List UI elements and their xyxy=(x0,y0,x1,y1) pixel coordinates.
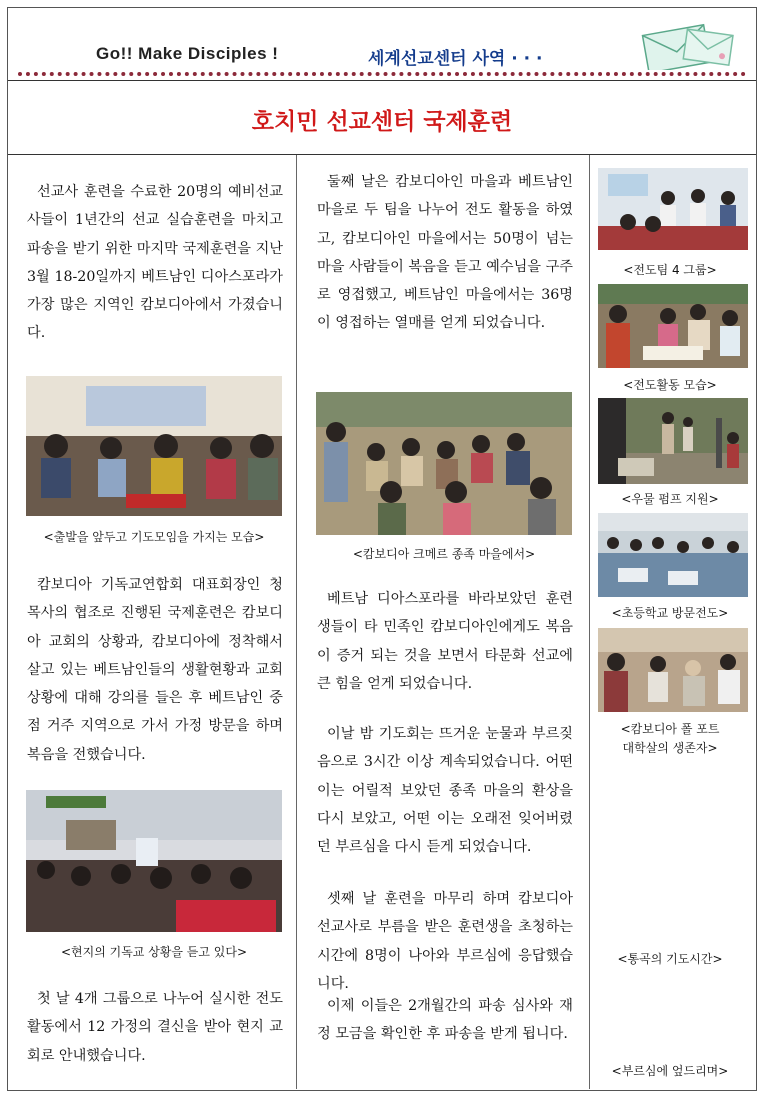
col2-paragraph-2: 베트남 디아스포라를 바라보았던 훈련생들이 타 민족인 캄보디아인에게도 복음이 증거 되는 것을 보면서 타문화 선교에 큰 힘을 얻게 되었습니다. xyxy=(317,591,573,692)
page-title: 호치민 선교센터 국제훈련 xyxy=(251,109,513,135)
photo-school-visit xyxy=(598,513,748,597)
sidebar-caption: <초등학교 방문전도> xyxy=(611,606,729,620)
column-divider xyxy=(296,155,297,1089)
photo-prayer-meeting xyxy=(26,376,282,516)
header-section-title: 세계선교센터 사역 · · · xyxy=(368,49,543,69)
sidebar-caption: <통곡의 기도시간> xyxy=(617,952,723,966)
photo-lecture xyxy=(26,790,282,932)
photo-team-groups xyxy=(598,168,748,250)
photo-caption: <캄보디아 크메르 종족 마을에서> xyxy=(352,547,536,561)
column-divider xyxy=(589,155,590,1089)
decorative-dotted-line xyxy=(18,72,746,76)
photo-khmer-village xyxy=(316,392,572,535)
photo-well-pump xyxy=(598,398,748,484)
col1-paragraph-2: 캄보디아 기독교연합회 대표회장인 청 목사의 협조로 진행된 국제훈련은 캄보디아 교회의 상황과, 캄보디아에 정착해서 살고 있는 베트남인들의 생활현황과 교회 상황에 대해 강의를 들은 후 베트남인 중점 거주 지역으로 가서 가정 방문을 하며 복음을 전했습니다. xyxy=(27,577,283,763)
col2-paragraph-4: 셋째 날 훈련을 마무리 하며 캄보디아 선교사로 부름을 받은 훈련생을 초청하는 시간에 8명이 나아와 부르심에 응답했습니다. xyxy=(317,891,573,992)
title-box xyxy=(8,81,756,155)
sidebar-caption: 대학살의 생존자> xyxy=(622,741,718,755)
col1-paragraph-1: 선교사 훈련을 수료한 20명의 예비선교사들이 1년간의 선교 실습훈련을 마치고 파송을 받기 위한 마지막 국제훈련을 지난 3월 18-20일까지 베트남인 디아스포라가 가장 많은 지역인 캄보디아에서 가졌습니다. xyxy=(27,184,283,342)
header-slogan: Go!! Make Disciples ! xyxy=(96,44,279,63)
sidebar-caption: <우물 펌프 지원> xyxy=(621,492,719,506)
col2-paragraph-5: 이제 이들은 2개월간의 파송 심사와 재정 모금을 확인한 후 파송을 받게 됩니다. xyxy=(317,998,573,1043)
photo-caption: <출발을 앞두고 기도모임을 가지는 모습> xyxy=(43,530,265,544)
photo-evangelism xyxy=(598,284,748,368)
col2-paragraph-1: 둘째 날은 캄보디아인 마을과 베트남인 마을로 두 팀을 나누어 전도 활동을 하였고, 캄보디아인 마을에서는 50명이 넘는 마을 사람들이 복음을 듣고 예수님을 구주로 영접했고, 베트남인 마을에서는 36명이 영접하는 열매를 얻게 되었습니다. xyxy=(317,174,573,332)
sidebar-caption: <캄보디아 폴 포트 xyxy=(620,722,720,736)
photo-caption: <현지의 기독교 상황을 듣고 있다> xyxy=(60,945,248,959)
col2-paragraph-3: 이날 밤 기도회는 뜨거운 눈물과 부르짖음으로 3시간 이상 계속되었습니다. 어떤 이는 어릴적 보았던 종족 마을의 환상을 다시 보았고, 어떤 이는 오래전 잊어버렸던 부르심을 다시 듣게 되었습니다. xyxy=(317,726,573,856)
sidebar-caption: <전도팀 4 그룹> xyxy=(623,263,717,277)
envelope-icon xyxy=(637,22,737,70)
sidebar-caption: <전도활동 모습> xyxy=(623,378,717,392)
col1-paragraph-3: 첫 날 4개 그룹으로 나누어 실시한 전도활동에서 12 가정의 결신을 받아 현지 교회로 안내했습니다. xyxy=(27,991,283,1064)
sidebar-caption: <부르심에 엎드리며> xyxy=(611,1064,729,1078)
photo-genocide-survivor xyxy=(598,628,748,712)
